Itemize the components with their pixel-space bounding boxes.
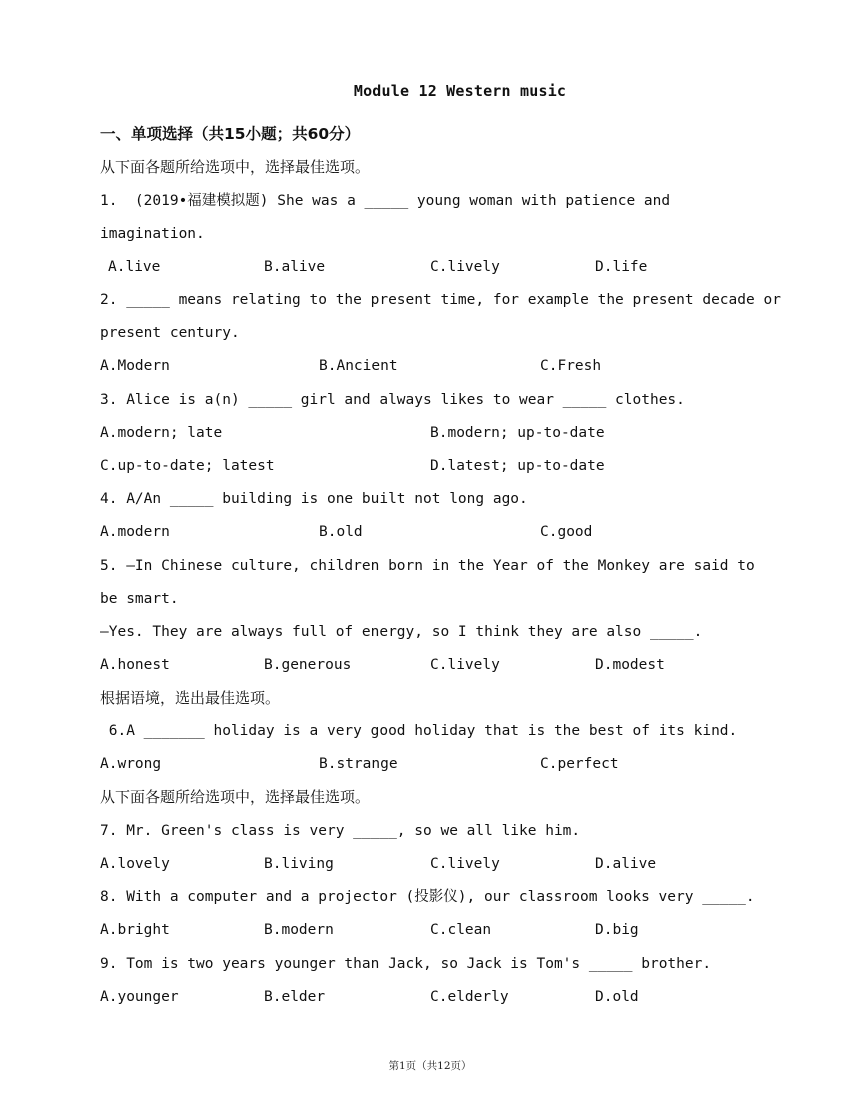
q1-option-a: A.live xyxy=(108,259,161,275)
q7-option-b: B.living xyxy=(264,856,334,872)
instruction-2: 根据语境，选出最佳选项。 xyxy=(100,689,281,707)
q3-option-c: C.up-to-date; latest xyxy=(100,458,275,474)
section-heading: 一、单项选择（共15小题；共60分） xyxy=(100,125,361,143)
q6-option-c: C.perfect xyxy=(540,756,619,772)
q4-option-a: A.modern xyxy=(100,524,170,540)
q9-option-d: D.old xyxy=(595,989,639,1005)
question-6-text: 6.A _______ holiday is a very good holiday that is the best of its kind. xyxy=(100,723,738,739)
question-5-text-cont: be smart. xyxy=(100,591,179,607)
question-2-text: 2. _____ means relating to the present time, for example the present decade or xyxy=(100,292,781,308)
q1-option-b: B.alive xyxy=(264,259,326,275)
q9-option-a: A.younger xyxy=(100,989,179,1005)
q8-option-c: C.clean xyxy=(430,922,492,938)
q2-option-c: C.Fresh xyxy=(540,358,602,374)
question-7-text: 7. Mr. Green's class is very _____, so we all like him. xyxy=(100,823,581,839)
q2-option-a: A.Modern xyxy=(100,358,170,374)
question-3-text: 3. Alice is a(n) _____ girl and always likes to wear _____ clothes. xyxy=(100,392,685,408)
q5-option-b: B.generous xyxy=(264,657,352,673)
page-footer: 第1页（共12页） xyxy=(388,1060,472,1072)
q4-option-b: B.old xyxy=(319,524,363,540)
question-2-text-cont: present century. xyxy=(100,325,240,341)
instruction-3: 从下面各题所给选项中，选择最佳选项。 xyxy=(100,788,371,806)
q2-option-b: B.Ancient xyxy=(319,358,398,374)
question-8-text: 8. With a computer and a projector (投影仪), our classroom looks very _____. xyxy=(100,889,755,905)
q7-option-d: D.alive xyxy=(595,856,657,872)
q8-option-b: B.modern xyxy=(264,922,334,938)
q1-option-c: C.lively xyxy=(430,259,500,275)
q3-option-b: B.modern; up-to-date xyxy=(430,425,605,441)
q9-option-c: C.elderly xyxy=(430,989,509,1005)
q7-option-c: C.lively xyxy=(430,856,500,872)
question-4-text: 4. A/An _____ building is one built not long ago. xyxy=(100,491,528,507)
question-5-text: 5. —In Chinese culture, children born in the Year of the Monkey are said to xyxy=(100,558,755,574)
question-1-text-cont: imagination. xyxy=(100,226,205,242)
q1-option-d: D.life xyxy=(595,259,648,275)
q4-option-c: C.good xyxy=(540,524,593,540)
q6-option-b: B.strange xyxy=(319,756,398,772)
q7-option-a: A.lovely xyxy=(100,856,170,872)
q9-option-b: B.elder xyxy=(264,989,326,1005)
q8-option-d: D.big xyxy=(595,922,639,938)
question-1-text: 1. (2019•福建模拟题) She was a _____ young woman with patience and xyxy=(100,193,671,209)
q5-option-d: D.modest xyxy=(595,657,665,673)
q6-option-a: A.wrong xyxy=(100,756,162,772)
page-title: Module 12 Western music xyxy=(353,82,567,100)
q3-option-a: A.modern; late xyxy=(100,425,223,441)
question-9-text: 9. Tom is two years younger than Jack, so Jack is Tom's _____ brother. xyxy=(100,956,712,972)
q3-option-d: D.latest; up-to-date xyxy=(430,458,605,474)
q8-option-a: A.bright xyxy=(100,922,170,938)
question-5-reply: —Yes. They are always full of energy, so I think they are also _____. xyxy=(100,624,703,640)
q5-option-a: A.honest xyxy=(100,657,170,673)
q5-option-c: C.lively xyxy=(430,657,500,673)
instruction-1: 从下面各题所给选项中，选择最佳选项。 xyxy=(100,158,371,176)
